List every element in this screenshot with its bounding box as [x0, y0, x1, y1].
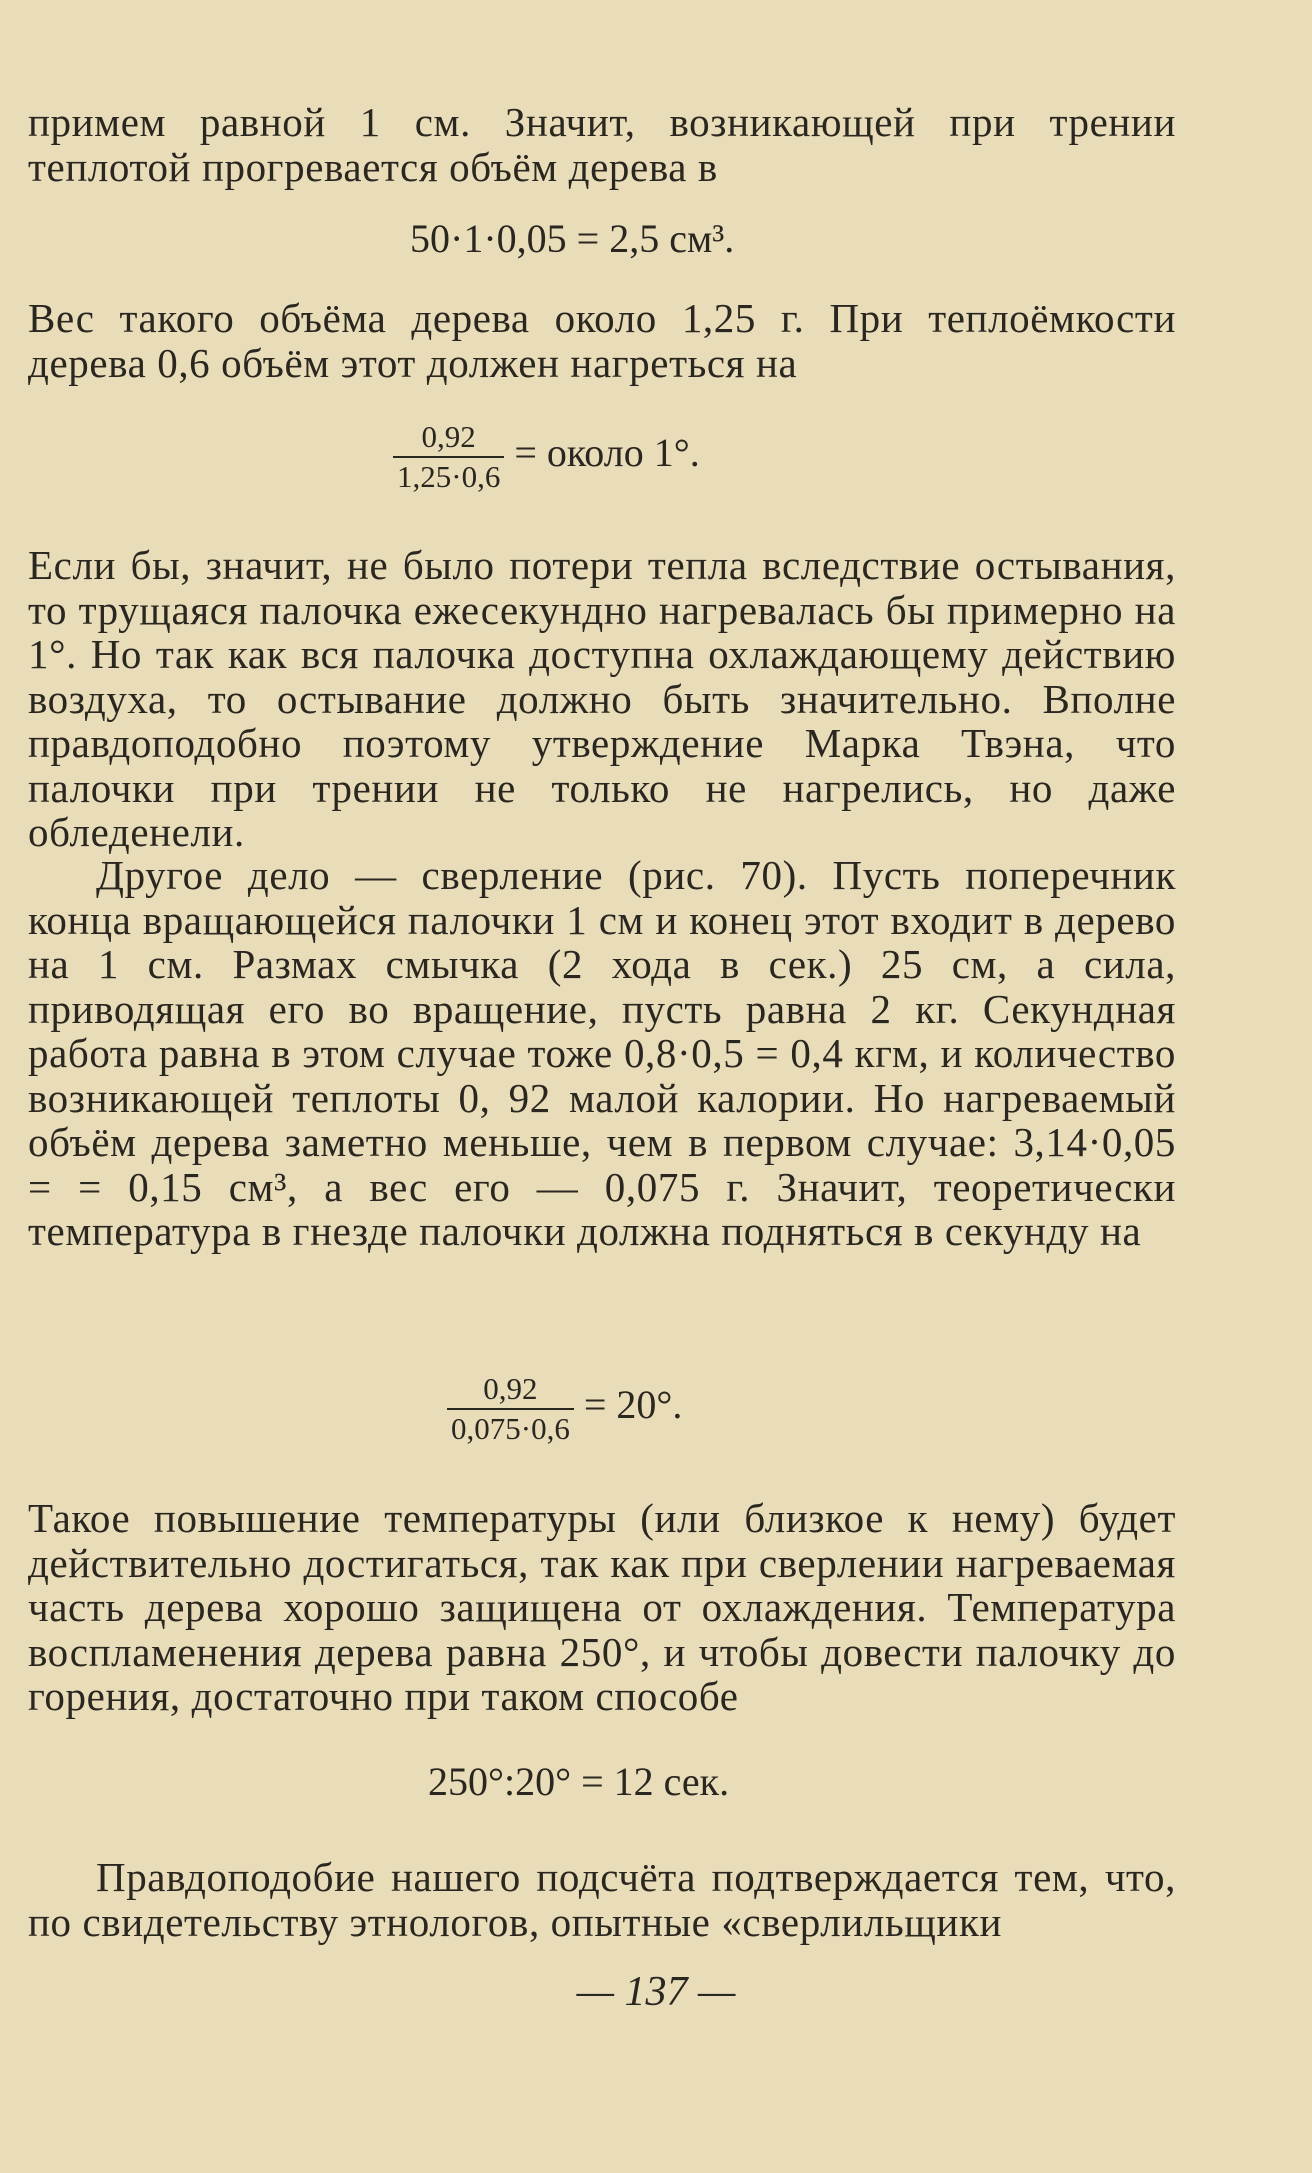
fraction: $\frac{0,92}{1,25\cdot 0,6}$ — [393, 420, 504, 494]
paragraph-3: Если бы, значит, не было потери тепла вследствие остывания, то трущаяся палочка ежесекундно нагревалась бы примерно на 1°. Но так как вся палочка доступна охлаждающему действию воздуха, то остывание должно быть значительно. Вполне правдоподобно поэтому утверждение Марка Твэна, что палочки при трении не только не нагрелись, но даже обледенели. — [28, 542, 1176, 855]
formula-heating: $\frac{0,92}{1,25\cdot 0,6}$ = около 1°. — [393, 420, 700, 494]
paragraph-1: примем равной 1 см. Значит, возникающей при трении теплотой прогревается объём дерева в — [28, 99, 1176, 190]
formula-ignition-time: 250°:20° = 12 сек. — [428, 1759, 730, 1804]
formula-volume: 50·1·0,05 = 2,5 см³. — [410, 216, 735, 261]
paragraph-4: Другое дело — сверление (рис. 70). Пусть поперечник конца вращающейся палочки 1 см и конец этот входит в дерево на 1 см. Размах смычка (2 хода в сек.) 25 см, а сила, приводящая его во вращение, пусть равна 2 кг. Секундная работа равна в этом случае тоже 0,8·0,5 = 0,4 кгм, и количество возникающей теплоты 0, 92 малой калории. Но нагреваемый объём дерева заметно меньше, чем в первом случае: 3,14·0,05 = = 0,15 см³, а вес его — 0,075 г. Значит, теоретически температура в гнезде палочки должна подняться в секунду на — [28, 852, 1176, 1254]
formula-temperature: $\frac{0,92}{0,075\cdot 0,6}$ = 20°. — [447, 1372, 682, 1446]
paragraph-6: Правдоподобие нашего подсчёта подтверждается тем, что, по свидетельству этнологов, опытные «сверлильщики — [28, 1854, 1176, 1945]
fraction: $\frac{0,92}{0,075\cdot 0,6}$ — [447, 1372, 574, 1446]
paragraph-5: Такое повышение температуры (или близкое к нему) будет действительно достигаться, так как при сверлении нагреваемая часть дерева хорошо защищена от охлаждения. Температура воспламенения дерева равна 250°, и чтобы довести палочку до горения, достаточно при таком способе — [28, 1495, 1176, 1719]
page-number: — 137 — — [576, 1969, 736, 2015]
paragraph-2: Вес такого объёма дерева около 1,25 г. При теплоёмкости дерева 0,6 объём этот должен нагреться на — [28, 295, 1176, 386]
